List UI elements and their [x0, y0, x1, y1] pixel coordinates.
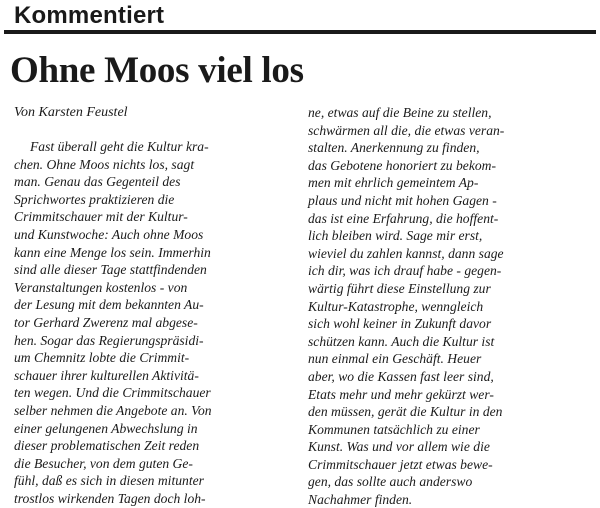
- text-line: einer gelungenen Abwechslung in: [14, 420, 198, 436]
- text-line: Kunst. Was und vor allem wie die: [308, 439, 490, 455]
- text-line: man. Genau das Gegenteil des: [14, 174, 181, 190]
- text-line: men mit ehrlich gemeintem Ap-: [308, 175, 479, 191]
- text-line: ne, etwas auf die Beine zu stellen,: [308, 105, 492, 120]
- text-line: Sprichwortes praktizieren die: [14, 191, 175, 207]
- text-line: Nachahmer finden.: [308, 492, 413, 508]
- text-line: aber, wo die Kassen fast leer sind,: [308, 368, 494, 384]
- text-line: chen. Ohne Moos nichts los, sagt: [14, 156, 195, 172]
- text-line: sind alle dieser Tage stattfindenden: [14, 262, 207, 278]
- text-line: das Gebotene honoriert zu bekom-: [308, 157, 497, 173]
- text-line: selber nehmen die Angebote an. Von: [14, 402, 212, 418]
- text-line: schwärmen all die, die etwas veran-: [308, 122, 505, 138]
- text-line: fühl, daß es sich in diesen mitunter: [14, 473, 204, 489]
- text-line: plaus und nicht mit hohen Gagen -: [308, 192, 497, 208]
- text-line: schauer ihrer kulturellen Aktivitä-: [14, 367, 199, 383]
- text-line: schützen kann. Auch die Kultur ist: [308, 333, 495, 349]
- section-kicker: Kommentiert: [14, 2, 165, 29]
- article-column-left: [14, 138, 298, 507]
- text-line: wärtig führt diese Einstellung zur: [308, 280, 491, 296]
- text-line: der Lesung mit dem bekannten Au-: [14, 297, 204, 313]
- kicker-bar: [4, 0, 596, 34]
- text-line: kann eine Menge los sein. Immerhin: [14, 244, 211, 260]
- article-headline: Ohne Moos viel los: [10, 50, 304, 91]
- text-line: und Kunstwoche: Auch ohne Moos: [14, 226, 204, 242]
- text-line: den müssen, gerät die Kultur in den: [308, 404, 503, 420]
- text-line: ich dir, was ich drauf habe - gegen-: [308, 263, 502, 279]
- article-column-right: [308, 104, 594, 508]
- text-line: lich bleiben wird. Sage mir erst,: [308, 228, 483, 244]
- text-line: trostlos wirkenden Tagen doch loh-: [14, 490, 206, 506]
- text-line: stalten. Anerkennung zu finden,: [308, 140, 480, 156]
- text-line: ten wegen. Und die Crimmitschauer: [14, 385, 211, 401]
- text-line: tor Gerhard Zwerenz mal abgese-: [14, 314, 198, 330]
- text-line: wieviel du zahlen kannst, dann sage: [308, 245, 504, 261]
- text-line: nun einmal ein Geschäft. Heuer: [308, 351, 482, 367]
- text-line: die Besucher, von dem guten Ge-: [14, 455, 193, 471]
- text-line: Fast überall geht die Kultur kra-: [30, 139, 209, 154]
- article-byline: Von Karsten Feustel: [14, 105, 128, 120]
- text-line: Etats mehr und mehr gekürzt wer-: [308, 386, 494, 402]
- text-line: sich wohl keiner in Zukunft davor: [308, 316, 492, 332]
- text-line: dieser problematischen Zeit reden: [14, 438, 200, 454]
- text-line: gen, das sollte auch anderswo: [308, 474, 473, 490]
- text-line: um Chemnitz lobte die Crimmit-: [14, 350, 190, 366]
- text-line: hen. Sogar das Regierungspräsidi-: [14, 332, 204, 348]
- text-line: das ist eine Erfahrung, die hoffent-: [308, 210, 499, 226]
- text-line: Crimmitschauer mit der Kultur-: [14, 209, 188, 225]
- text-line: Veranstaltungen kostenlos - von: [14, 279, 188, 295]
- text-line: Kommunen tatsächlich zu einer: [308, 421, 480, 437]
- text-line: Crimmitschauer jetzt etwas bewe-: [308, 456, 493, 472]
- text-line: Kultur-Katastrophe, wenngleich: [308, 298, 484, 314]
